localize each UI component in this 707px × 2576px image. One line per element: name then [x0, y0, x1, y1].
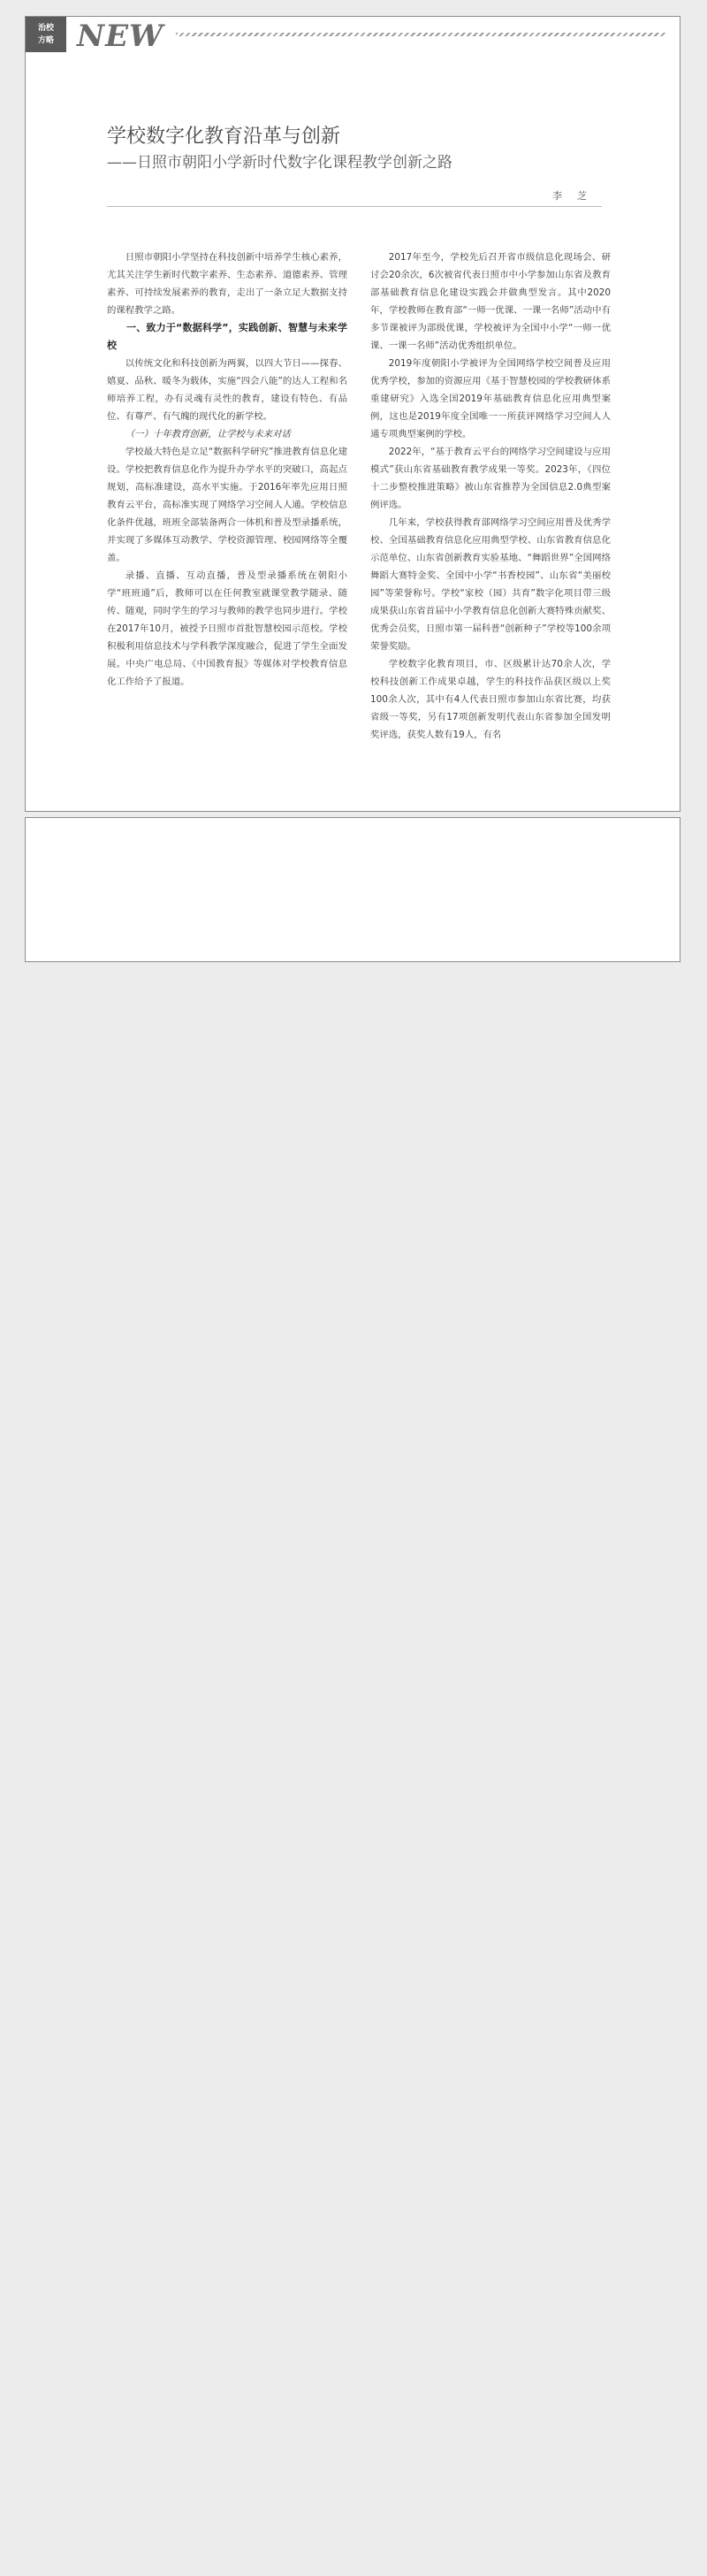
- paragraph: 以传统文化和科技创新为两翼，以四大节日——探春、嬉夏、品秋、暖冬为载体，实施“四会八能”的达人工程和名师培养工程，办有灵魂有灵性的教育，建设有特色、有品位、有尊严、有气魄的现代化的新学校。: [107, 358, 347, 422]
- section-heading: （一）十年教育创新，让学校与未来对话: [125, 429, 291, 440]
- article-title: 学校数字化教育沿革与创新: [107, 126, 341, 148]
- paragraph: 2017年至今，学校先后召开省市级信息化现场会、研讨会20余次，6次被省代表日照市中小学参加山东省及教育部基础教育信息化建设实践会并做典型发言。其中2020年，学校教师在教育部“一师一优课、一课一名师”活动中有多节课被评为部级优课，学校被评为全国中小学“一师一优课、一课一名师”活动优秀组织单位。: [370, 252, 611, 351]
- section-heading: 一、致力于“数据科学”，实践创新、智慧与未来学校: [107, 322, 347, 351]
- column-left: [107, 248, 347, 691]
- section-badge: 治校 方略: [26, 17, 66, 52]
- article-author: 李 芝: [552, 190, 589, 202]
- header-stripe: [176, 33, 666, 36]
- new-logo: NEW: [77, 19, 164, 54]
- article-page-2: [25, 817, 680, 962]
- paragraph: 2022年，“基于教育云平台的网络学习空间建设与应用模式”获山东省基础教育教学成果一等奖。2023年，《四位十二步整校推进策略》被山东省推荐为全国信息2.0典型案例评选。: [370, 447, 611, 510]
- column-right: [370, 248, 611, 744]
- article-subtitle: ——日照市朝阳小学新时代数字化课程教学创新之路: [107, 154, 452, 172]
- title-divider: [107, 206, 602, 207]
- article-page-1: [25, 16, 680, 812]
- paragraph: 几年来，学校获得教育部网络学习空间应用普及优秀学校、全国基础教育信息化应用典型学校、山东省教育信息化示范单位、山东省创新教育实验基地、“舞蹈世界”全国网络舞蹈大赛特金奖、全国中小学“书香校园”、山东省“美丽校园”等荣誉称号。学校“家校（园）共育”数字化项目带三级成果获山东省首届中小学教育信息化创新大赛特殊贡献奖、优秀会员奖，日照市第一届科普“创新种子”学校等100余项荣誉奖励。: [370, 517, 611, 652]
- paragraph: 2019年度朝阳小学被评为全国网络学校空间普及应用优秀学校，参加的资源应用《基于智慧校园的学校教研体系重建研究》入选全国2019年基础教育信息化应用典型案例，这也是2019年度全国唯一一所获评网络学习空间人人通专项典型案例的学校。: [370, 358, 611, 440]
- paragraph: 学校数字化教育项目，市、区级累计达70余人次，学校科技创新工作成果卓越，学生的科技作品获区级以上奖100余人次，其中有4人代表日照市参加山东省比赛，均获省级一等奖，另有17项创新发明代表山东省参加全国发明奖评选，获奖人数有19人，有名: [370, 659, 611, 740]
- paragraph: 学校最大特色是立足“数据科学研究”推进教育信息化建设。学校把教育信息化作为提升办学水平的突破口，高起点规划，高标准建设，高水平实施。于2016年率先应用日照教育云平台，高标准实现了网络学习空间人人通。学校信息化条件优越，班班全部装备两合一体机和普及型录播系统，并实现了多媒体互动教学、学校资源管理、校园网络等全覆盖。: [107, 447, 347, 563]
- paragraph: 日照市朝阳小学坚持在科技创新中培养学生核心素养，尤其关注学生新时代数字素养、生态素养、道德素养、管理素养、可持续发展素养的教育，走出了一条立足大数据支持的课程教学之路。: [107, 252, 347, 316]
- paragraph: 录播、直播、互动直播，普及型录播系统在朝阳小学“班班通”后，教师可以在任何教室就课堂教学随录、随传、随观，同时学生的学习与教师的教学也同步进行。学校在2017年10月，被授予日照市首批智慧校园示范校。学校积极利用信息技术与学科教学深度融合，促进了学生全面发展。中央广电总局、《中国教育报》等媒体对学校教育信息化工作给予了报道。: [107, 570, 347, 687]
